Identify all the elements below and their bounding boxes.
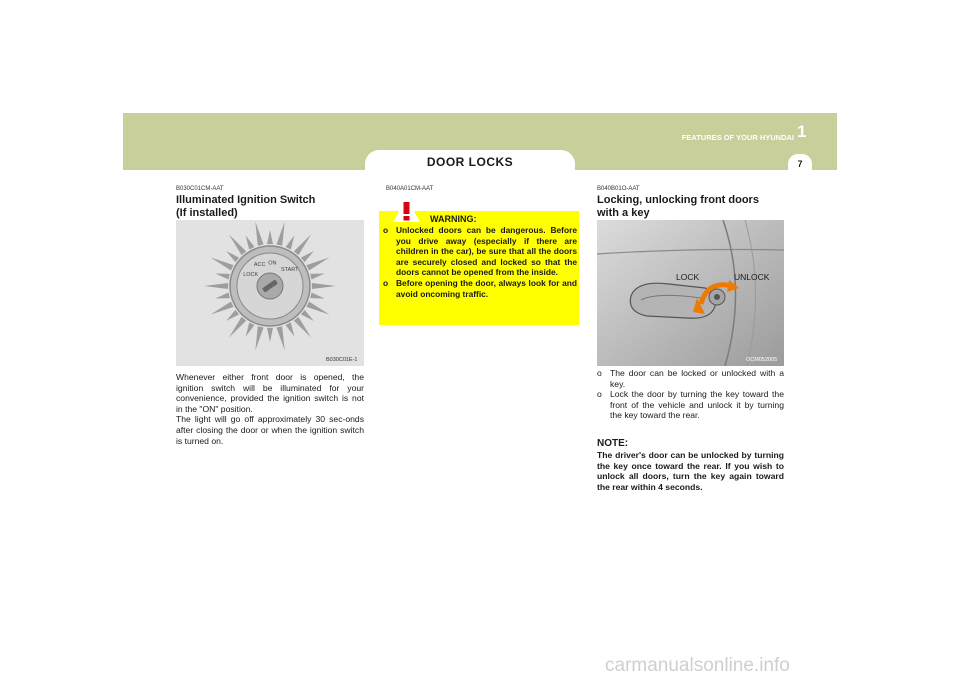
heading-line: Locking, unlocking front doors [597,194,759,206]
warning-title: WARNING: [430,214,477,224]
image-code: OCM052005 [746,357,778,363]
sunburst-ray [306,257,329,270]
section-code: B040B01O-AAT [597,186,640,192]
sunburst-ray [301,310,314,321]
list-item [383,278,577,299]
lock-label: LOCK [676,272,700,282]
sunburst-ray [226,310,239,321]
section-heading [176,194,315,220]
list-item [597,368,784,389]
sunburst-ray [226,251,239,262]
section-code: B040A01CM-AAT [386,186,434,192]
list-item [597,389,784,421]
list-item-text: Before opening the door, always look for and avoid oncoming traffic. [396,277,577,299]
image-code: B030C01E-1 [326,357,358,363]
watermark: carmanualsonline.info [605,655,790,676]
section-title: DOOR LOCKS [426,155,514,169]
heading-line: Illuminated Ignition Switch [176,194,316,206]
ignition-position-label: LOCK [243,272,259,278]
bullet-list [597,368,784,421]
chapter-number: 1 [797,122,807,141]
list-item-text: The door can be locked or unlocked with a key. [610,368,784,389]
note-title: NOTE: [597,438,629,449]
note-text: The driver's door can be unlocked by turning the key once toward the rear. If you wish to unlock all doors, turn the key again toward the rear within 4 seconds. [597,450,784,492]
heading-line: with a key [597,207,650,219]
sunburst-ray [255,326,263,350]
bullet-marker: o [597,368,602,378]
sunburst-ray [306,302,329,315]
bullet-marker: o [383,277,389,288]
sunburst-ray [267,328,273,342]
sunburst-ray [255,222,263,246]
sunburst-ray [294,317,311,338]
list-item [383,225,577,278]
ignition-switch-illustration [176,220,364,366]
door-handle-icon [597,220,784,366]
sunburst-ray [246,322,255,336]
sunburst-ray [211,302,234,315]
sunburst-ray [246,236,255,250]
list-item-text: Lock the door by turning the key toward the front of the vehicle and unlock it by turning the key toward the rear. [610,389,784,421]
page-number-tab [788,154,812,174]
bullet-marker: o [383,225,389,235]
door-handle-photo [597,220,784,366]
sunburst-ray [215,292,229,298]
sunburst-ray [294,234,311,255]
sunburst-ray [276,326,284,350]
chapter-title: FEATURES OF YOUR HYUNDAI [681,133,794,142]
sunburst-ray [215,274,229,280]
paragraph: Whenever either front door is opened, the ignition switch will be illuminated for your convenience, provided the ignition switch is not in the "ON" position. [176,372,364,414]
sunburst-ray [211,257,234,270]
page-number: 7 [797,159,803,169]
ignition-position-label: ON [268,260,277,267]
heading-line: (If installed) [176,207,238,219]
sunburst-ray [267,230,273,244]
paragraph: The light will go off approximately 30 sec-onds after closing the door or when the ignition switch is turned on. [176,414,364,446]
warning-exclamation-icon [392,197,421,223]
sunburst-ray [301,251,314,262]
unlock-label: UNLOCK [734,272,770,282]
ignition-switch-icon [176,220,364,366]
sunburst-ray [286,236,295,250]
bullet-marker: o [597,389,602,400]
sunburst-ray [286,322,295,336]
ignition-position-label: START [281,267,299,273]
body-text [176,372,364,446]
sunburst-ray [312,283,336,289]
sunburst-ray [276,222,284,246]
warning-list [383,225,577,299]
ignition-position-label: ACC [253,262,266,269]
sunburst-ray [229,317,246,338]
list-item-text: Unlocked doors can be dangerous. Before you drive away (especially if there are children in the car), be sure that all the doors are securely closed and locked so that the doors cannot be opened from the inside. [396,225,577,278]
section-heading [597,194,759,220]
section-tab [365,150,575,174]
sunburst-ray [204,283,228,289]
section-code: B030C01CM-AAT [176,186,224,192]
sunburst-ray [229,234,246,255]
sunburst-ray [310,292,324,298]
sunburst-ray [310,274,324,280]
